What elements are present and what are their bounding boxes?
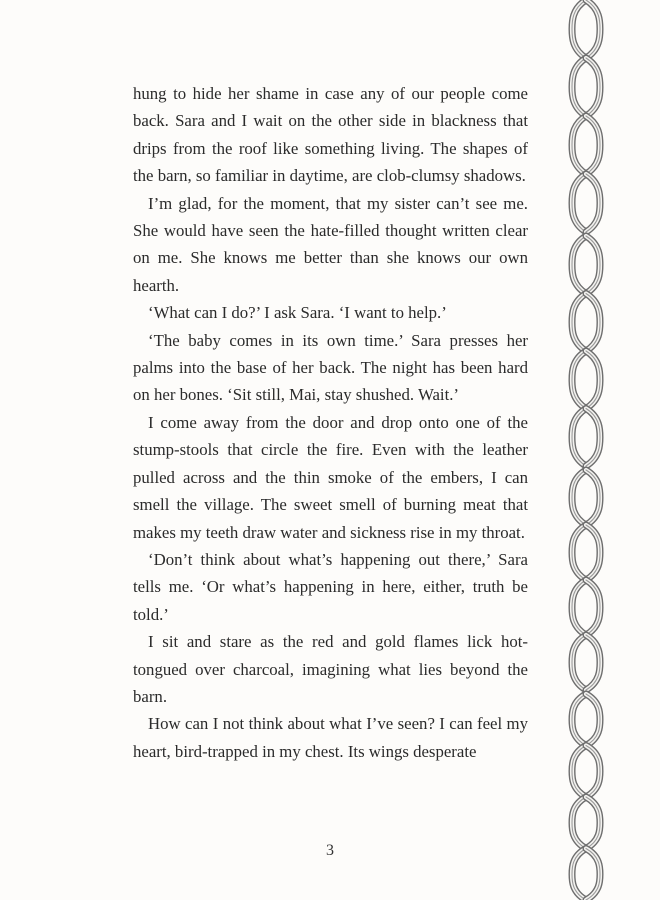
body-text	[133, 80, 528, 765]
paragraph: ‘Don’t think about what’s happening out there,’ Sara tells me. ‘Or what’s happening in here, either, truth be told.’	[133, 549, 528, 624]
paragraph: hung to hide her shame in case any of our people come back. Sara and I wait on the other side in blackness that drips from the roof like something living. The shapes of the barn, so familiar in daytime, are clob-clumsy shadows.	[133, 84, 528, 186]
celtic-knot-border-icon	[558, 0, 614, 900]
paragraph: ‘The baby comes in its own time.’ Sara presses her palms into the base of her back. The night has been hard on her bones. ‘Sit still, Mai, stay shushed. Wait.’	[133, 330, 528, 405]
paragraph: ‘What can I do?’ I ask Sara. ‘I want to help.’	[148, 303, 447, 323]
paragraph: How can I not think about what I’ve seen? I can feel my heart, bird-trapped in my chest. Its wings desperate	[133, 714, 528, 761]
paragraph: I come away from the door and drop onto one of the stump-stools that circle the fire. Even with the leather pulled across and the thin smoke of the embers, I can smell the village. The sweet smell of burning meat that makes my teeth draw water and sickness rise in my throat.	[133, 412, 528, 542]
paragraph: I’m glad, for the moment, that my sister can’t see me. She would have seen the hate-filled thought written clear on me. She knows me better than she knows our own hearth.	[133, 193, 528, 295]
page-number: 3	[326, 842, 334, 859]
paragraph: I sit and stare as the red and gold flames lick hot-tongued over charcoal, imagining what lies beyond the barn.	[133, 632, 528, 706]
